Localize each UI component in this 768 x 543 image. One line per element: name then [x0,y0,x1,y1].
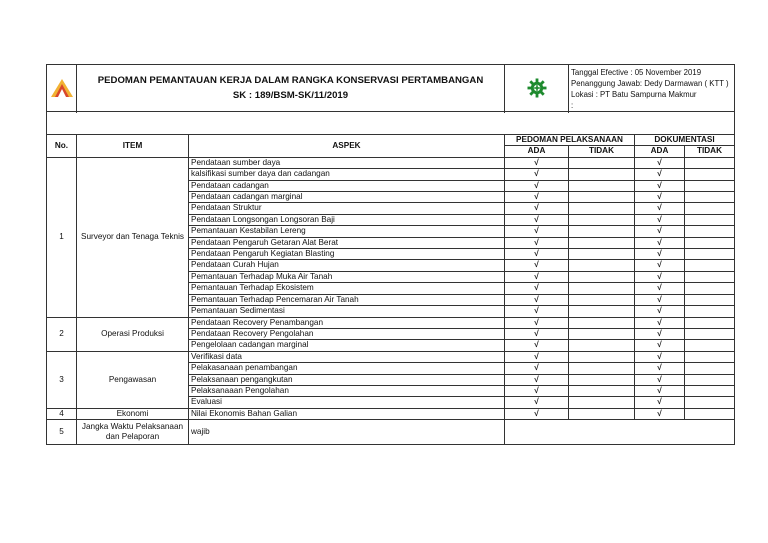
pedoman-tidak-cell [569,260,635,271]
dokumentasi-tidak-cell [685,271,735,282]
pedoman-ada-check: √ [505,271,569,282]
row-aspect: Nilai Ekonomis Bahan Galian [189,408,505,419]
pedoman-ada-check: √ [505,328,569,339]
empty-status-cell [505,420,735,445]
pedoman-ada-check: √ [505,157,569,168]
dokumentasi-ada-check: √ [635,317,685,328]
dokumentasi-ada-check: √ [635,294,685,305]
dokumentasi-ada-check: √ [635,226,685,237]
dokumentasi-ada-check: √ [635,214,685,225]
pedoman-ada-check: √ [505,169,569,180]
monitoring-table [46,64,735,445]
row-item: Pengawasan [77,351,189,408]
title-line-2: SK : 189/BSM-SK/11/2019 [232,90,349,101]
row-aspect: Pengelolaan cadangan marginal [189,340,505,351]
dokumentasi-ada-check: √ [635,363,685,374]
pedoman-tidak-cell [569,271,635,282]
row-aspect: Pendataan Recovery Penambangan [189,317,505,328]
row-aspect: Pemantauan Kestabilan Lereng [189,226,505,237]
green-gear-logo-icon [527,78,547,98]
row-aspect: Pendataan sumber daya [189,157,505,168]
pedoman-ada-check: √ [505,385,569,396]
row-aspect: Evaluasi [189,397,505,408]
dokumentasi-tidak-cell [685,317,735,328]
row-aspect: Pelakasanaan penambangan [189,363,505,374]
pedoman-ada-check: √ [505,237,569,248]
title-line-1: PEDOMAN PEMANTAUAN KERJA DALAM RANGKA KONSERVASI PERTAMBANGAN [97,75,484,86]
dokumentasi-tidak-cell [685,294,735,305]
pedoman-tidak-cell [569,203,635,214]
row-number: 5 [47,420,77,445]
table-row [47,408,735,419]
dokumentasi-tidak-cell [685,397,735,408]
dokumentasi-ada-check: √ [635,397,685,408]
row-aspect: Pelaksanaan pengangkutan [189,374,505,385]
dokumentasi-ada-check: √ [635,203,685,214]
pedoman-ada-check: √ [505,374,569,385]
pedoman-tidak-cell [569,214,635,225]
col-header-no: No. [47,135,77,158]
dokumentasi-ada-check: √ [635,180,685,191]
dokumentasi-ada-check: √ [635,385,685,396]
dokumentasi-tidak-cell [685,408,735,419]
pedoman-tidak-cell [569,397,635,408]
dokumentasi-tidak-cell [685,237,735,248]
dokumentasi-tidak-cell [685,374,735,385]
dokumentasi-ada-check: √ [635,237,685,248]
row-item: Ekonomi [77,408,189,419]
pedoman-tidak-cell [569,249,635,260]
row-aspect: Pendataan Longsongan Longsoran Baji [189,214,505,225]
pedoman-ada-check: √ [505,317,569,328]
pedoman-ada-check: √ [505,294,569,305]
pedoman-ada-check: √ [505,408,569,419]
row-aspect: Pemantauan Terhadap Pencemaran Air Tanah [189,294,505,305]
row-number: 3 [47,351,77,408]
dokumentasi-tidak-cell [685,214,735,225]
dokumentasi-tidak-cell [685,169,735,180]
pedoman-ada-check: √ [505,203,569,214]
dokumentasi-tidak-cell [685,340,735,351]
dokumentasi-tidak-cell [685,328,735,339]
table-row [47,317,735,328]
dokumentasi-tidak-cell [685,180,735,191]
row-item [77,420,189,445]
dokumentasi-ada-check: √ [635,169,685,180]
document-title [77,65,505,112]
document-sheet [46,64,735,445]
pedoman-tidak-cell [569,283,635,294]
dokumentasi-tidak-cell [685,363,735,374]
pedoman-tidak-cell [569,192,635,203]
row-aspect: Pemantauan Sedimentasi [189,306,505,317]
pedoman-tidak-cell [569,374,635,385]
pedoman-tidak-cell [569,306,635,317]
dokumentasi-tidak-cell [685,226,735,237]
pedoman-tidak-cell [569,226,635,237]
pedoman-tidak-cell [569,317,635,328]
pedoman-tidak-cell [569,169,635,180]
col-header-pedoman-tidak: TIDAK [569,146,635,157]
pedoman-ada-check: √ [505,249,569,260]
dokumentasi-ada-check: √ [635,306,685,317]
pedoman-tidak-cell [569,351,635,362]
dokumentasi-tidak-cell [685,192,735,203]
table-row [47,351,735,362]
info-blank: : [571,101,574,110]
dokumentasi-tidak-cell [685,203,735,214]
col-header-item: ITEM [77,135,189,158]
dokumentasi-tidak-cell [685,249,735,260]
row-item: Surveyor dan Tenaga Teknis [77,157,189,317]
spacer-row [47,112,735,135]
dokumentasi-tidak-cell [685,306,735,317]
row-aspect: kalsifikasi sumber daya dan cadangan [189,169,505,180]
dokumentasi-ada-check: √ [635,249,685,260]
pedoman-ada-check: √ [505,260,569,271]
company-logo [47,65,77,112]
row-item-line-1: Jangka Waktu Pelaksanaan [81,421,184,431]
pedoman-ada-check: √ [505,283,569,294]
col-header-dokumentasi-ada: ADA [635,146,685,157]
row-aspect: Pelaksanaaan Pengolahan [189,385,505,396]
dokumentasi-tidak-cell [685,283,735,294]
dokumentasi-ada-check: √ [635,192,685,203]
pedoman-ada-check: √ [505,226,569,237]
dokumentasi-tidak-cell [685,385,735,396]
col-header-pedoman-ada: ADA [505,146,569,157]
pedoman-tidak-cell [569,157,635,168]
pedoman-ada-check: √ [505,397,569,408]
col-header-pedoman: PEDOMAN PELAKSANAAN [505,135,635,146]
pedoman-ada-check: √ [505,340,569,351]
row-aspect: wajib [189,420,505,445]
pedoman-ada-check: √ [505,363,569,374]
dokumentasi-ada-check: √ [635,271,685,282]
pedoman-ada-check: √ [505,192,569,203]
dokumentasi-ada-check: √ [635,260,685,271]
pedoman-tidak-cell [569,294,635,305]
dokumentasi-ada-check: √ [635,340,685,351]
row-aspect: Pendataan Struktur [189,203,505,214]
pedoman-ada-check: √ [505,351,569,362]
pedoman-tidak-cell [569,408,635,419]
pedoman-tidak-cell [569,328,635,339]
col-header-dokumentasi: DOKUMENTASI [635,135,735,146]
row-item: Operasi Produksi [77,317,189,351]
pedoman-ada-check: √ [505,214,569,225]
table-row [47,420,735,445]
table-row [47,157,735,168]
col-header-aspek: ASPEK [189,135,505,158]
triangle-logo-icon [50,78,74,98]
dokumentasi-ada-check: √ [635,408,685,419]
dokumentasi-ada-check: √ [635,351,685,362]
row-aspect: Pendataan Pengaruh Kegiatan Blasting [189,249,505,260]
dokumentasi-ada-check: √ [635,328,685,339]
info-penanggung-jawab: Penanggung Jawab: Dedy Darmawan ( KTT ) [571,79,729,88]
row-aspect: Verifikasi data [189,351,505,362]
dokumentasi-ada-check: √ [635,157,685,168]
pedoman-tidak-cell [569,363,635,374]
dokumentasi-ada-check: √ [635,374,685,385]
row-aspect: Pemantauan Terhadap Muka Air Tanah [189,271,505,282]
row-aspect: Pemantauan Terhadap Ekosistem [189,283,505,294]
pedoman-tidak-cell [569,340,635,351]
row-number: 1 [47,157,77,317]
row-number: 2 [47,317,77,351]
info-tanggal: Tanggal Efective : 05 November 2019 [571,68,702,77]
row-aspect: Pendataan cadangan [189,180,505,191]
document-info [569,65,735,112]
info-lokasi: Lokasi : PT Batu Sampurna Makmur [571,90,697,99]
dokumentasi-ada-check: √ [635,283,685,294]
pedoman-tidak-cell [569,385,635,396]
row-aspect: Pendataan Recovery Pengolahan [189,328,505,339]
col-header-dokumentasi-tidak: TIDAK [685,146,735,157]
row-aspect: Pendataan Pengaruh Getaran Alat Berat [189,237,505,248]
dokumentasi-tidak-cell [685,157,735,168]
gear-logo [505,65,569,112]
pedoman-ada-check: √ [505,180,569,191]
dokumentasi-tidak-cell [685,260,735,271]
row-number: 4 [47,408,77,419]
pedoman-tidak-cell [569,237,635,248]
dokumentasi-tidak-cell [685,351,735,362]
pedoman-ada-check: √ [505,306,569,317]
row-aspect: Pendataan cadangan marginal [189,192,505,203]
row-aspect: Pendataan Curah Hujan [189,260,505,271]
pedoman-tidak-cell [569,180,635,191]
row-item-line-2: dan Pelaporan [105,432,160,442]
